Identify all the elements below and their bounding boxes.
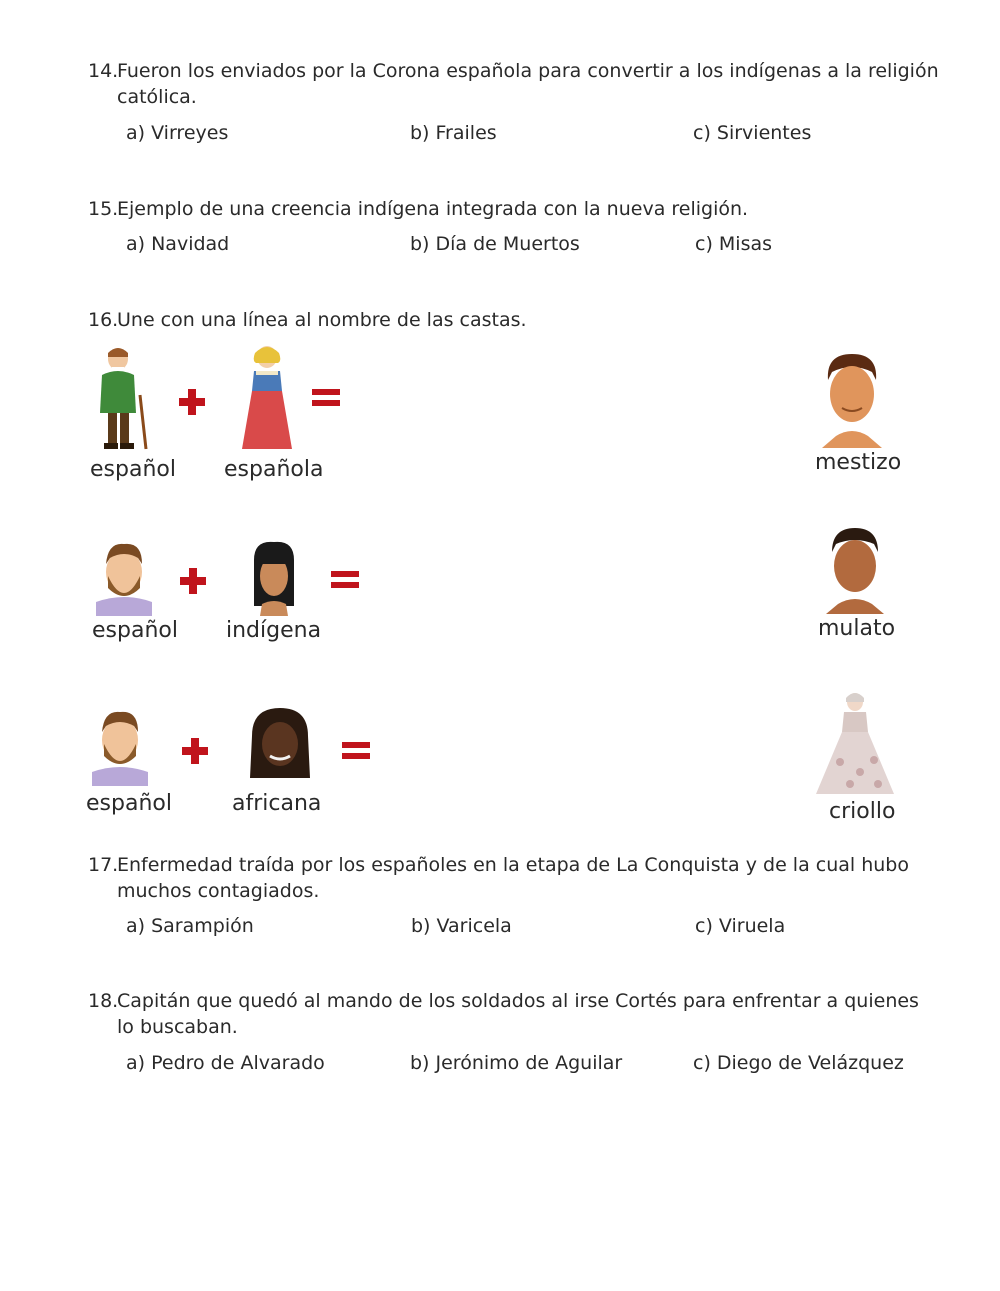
spaniard-head-figure xyxy=(94,540,154,616)
mulato-head-figure xyxy=(824,526,886,614)
equals-icon xyxy=(342,740,370,762)
caste-label-right: africana xyxy=(232,791,322,816)
plus-icon xyxy=(182,738,208,764)
option-c[interactable]: c) Misas xyxy=(695,233,773,255)
result-label-mulato: mulato xyxy=(818,616,896,641)
caste-label-right: indígena xyxy=(226,618,322,643)
indigenous-woman-figure xyxy=(248,540,300,616)
caste-label-right: española xyxy=(224,457,324,482)
spaniard-head-figure xyxy=(90,706,150,786)
options-17 xyxy=(0,915,1000,941)
option-b[interactable]: b) Frailes xyxy=(410,122,497,144)
question-14 xyxy=(88,58,948,110)
option-b[interactable]: b) Jerónimo de Aguilar xyxy=(410,1052,623,1074)
question-text-line1: Enfermedad traída por los españoles en la etapa de La Conquista y de la cual hubo xyxy=(117,854,909,876)
option-c[interactable]: c) Diego de Velázquez xyxy=(693,1052,904,1074)
criollo-lady-figure xyxy=(814,690,896,798)
question-number: 14. xyxy=(88,60,119,82)
option-c[interactable]: c) Viruela xyxy=(695,915,786,937)
plus-icon xyxy=(180,568,206,594)
question-16 xyxy=(88,307,948,333)
option-a[interactable]: a) Virreyes xyxy=(126,122,229,144)
question-17 xyxy=(88,852,948,904)
option-c[interactable]: c) Sirvientes xyxy=(693,122,812,144)
equals-icon xyxy=(331,569,359,591)
african-woman-figure xyxy=(248,706,312,784)
options-18 xyxy=(0,1052,1000,1078)
question-text-line2: muchos contagiados. xyxy=(117,880,320,902)
plus-icon xyxy=(179,389,205,415)
options-15 xyxy=(0,233,1000,259)
option-a[interactable]: a) Sarampión xyxy=(126,915,254,937)
caste-label-left: español xyxy=(86,791,172,816)
question-number: 17. xyxy=(88,854,119,876)
options-14 xyxy=(0,122,1000,148)
question-number: 16. xyxy=(88,309,119,331)
spaniard-man-figure xyxy=(90,345,152,453)
option-b[interactable]: b) Día de Muertos xyxy=(410,233,580,255)
option-b[interactable]: b) Varicela xyxy=(411,915,512,937)
result-label-criollo: criollo xyxy=(829,799,896,824)
spanish-woman-figure xyxy=(238,343,296,453)
option-a[interactable]: a) Pedro de Alvarado xyxy=(126,1052,325,1074)
question-text-line2: lo buscaban. xyxy=(117,1016,238,1038)
equals-icon xyxy=(312,387,340,409)
question-text-line1: Ejemplo de una creencia indígena integrada con la nueva religión. xyxy=(117,198,749,220)
question-text-line1: Capitán que quedó al mando de los soldados al irse Cortés para enfrentar a quienes xyxy=(117,990,919,1012)
option-a[interactable]: a) Navidad xyxy=(126,233,230,255)
caste-label-left: español xyxy=(92,618,178,643)
question-text-line1: Une con una línea al nombre de las castas. xyxy=(117,309,527,331)
question-number: 18. xyxy=(88,990,119,1012)
result-label-mestizo: mestizo xyxy=(815,450,902,475)
question-18 xyxy=(88,988,948,1040)
question-text-line1: Fueron los enviados por la Corona española para convertir a los indígenas a la religión xyxy=(117,60,939,82)
mestizo-head-figure xyxy=(820,350,884,448)
question-15 xyxy=(88,196,948,222)
caste-label-left: español xyxy=(90,457,176,482)
question-text-line2: católica. xyxy=(117,86,197,108)
question-number: 15. xyxy=(88,198,119,220)
